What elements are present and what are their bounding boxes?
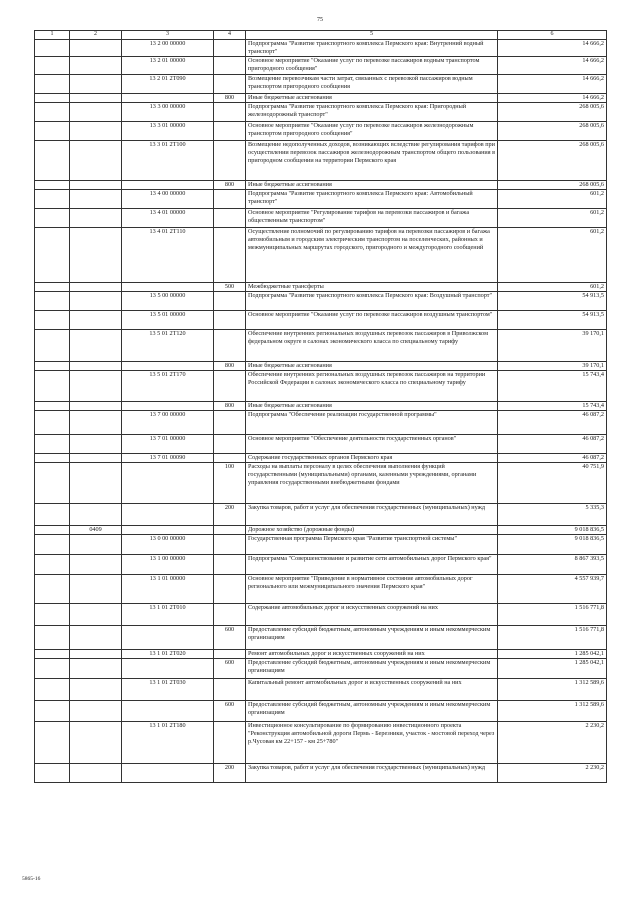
- cell-description: Содержание автомобильных дорог и искусственных сооружений на них: [246, 604, 498, 626]
- cell-expense-type: [214, 526, 246, 535]
- cell-amount: 2 230,2: [498, 764, 607, 783]
- cell-subsection: [70, 181, 122, 190]
- cell-subsection: [70, 626, 122, 650]
- cell-amount: 601,2: [498, 228, 607, 283]
- cell-target-article: 13 4 00 00000: [122, 190, 214, 209]
- cell-section: [35, 679, 70, 701]
- cell-section: [35, 535, 70, 555]
- table-row: [35, 292, 607, 311]
- cell-description: Предоставление субсидий бюджетным, автономным учреждениям и иным некоммерческим организациям: [246, 659, 498, 679]
- cell-amount: 54 913,5: [498, 311, 607, 330]
- cell-expense-type: [214, 604, 246, 626]
- cell-expense-type: [214, 371, 246, 402]
- cell-subsection: [70, 575, 122, 604]
- cell-subsection: [70, 103, 122, 122]
- table-row: [35, 659, 607, 679]
- cell-section: [35, 181, 70, 190]
- cell-subsection: [70, 604, 122, 626]
- cell-subsection: [70, 722, 122, 764]
- cell-target-article: 13 4 01 00000: [122, 209, 214, 228]
- cell-section: [35, 402, 70, 411]
- cell-section: [35, 463, 70, 504]
- table-row: [35, 504, 607, 526]
- cell-amount: 268 005,6: [498, 122, 607, 141]
- cell-amount: 9 018 836,5: [498, 535, 607, 555]
- cell-amount: 4 557 939,7: [498, 575, 607, 604]
- table-row: [35, 283, 607, 292]
- table-row: [35, 94, 607, 103]
- cell-expense-type: [214, 330, 246, 362]
- header-col-2: 2: [70, 31, 122, 40]
- cell-description: Основное мероприятие "Обеспечение деятельности государственных органов": [246, 435, 498, 454]
- cell-section: [35, 228, 70, 283]
- table-row: [35, 526, 607, 535]
- cell-section: [35, 626, 70, 650]
- cell-section: [35, 311, 70, 330]
- cell-description: Иные бюджетные ассигнования: [246, 181, 498, 190]
- cell-section: [35, 764, 70, 783]
- cell-description: Дорожное хозяйство (дорожные фонды): [246, 526, 498, 535]
- cell-target-article: 13 1 01 00000: [122, 575, 214, 604]
- cell-amount: 46 087,2: [498, 411, 607, 435]
- cell-expense-type: 600: [214, 659, 246, 679]
- cell-expense-type: [214, 40, 246, 57]
- cell-section: [35, 292, 70, 311]
- cell-target-article: [122, 764, 214, 783]
- cell-target-article: 13 1 01 2Т020: [122, 650, 214, 659]
- cell-expense-type: [214, 311, 246, 330]
- cell-subsection: [70, 94, 122, 103]
- cell-subsection: [70, 504, 122, 526]
- cell-expense-type: 800: [214, 94, 246, 103]
- cell-description: Закупка товаров, работ и услуг для обеспечения государственных (муниципальных) нужд: [246, 504, 498, 526]
- cell-amount: 14 666,2: [498, 57, 607, 75]
- cell-description: Основное мероприятие "Регулирование тарифов на перевозки пассажиров и багажа общественным транспортом": [246, 209, 498, 228]
- header-col-6: 6: [498, 31, 607, 40]
- cell-target-article: [122, 504, 214, 526]
- cell-target-article: 13 4 01 2Т110: [122, 228, 214, 283]
- cell-amount: 5 335,3: [498, 504, 607, 526]
- cell-target-article: 13 7 00 00000: [122, 411, 214, 435]
- cell-section: [35, 659, 70, 679]
- cell-subsection: [70, 659, 122, 679]
- cell-section: [35, 94, 70, 103]
- cell-subsection: [70, 283, 122, 292]
- cell-amount: 268 005,6: [498, 181, 607, 190]
- cell-target-article: 13 1 00 00000: [122, 555, 214, 575]
- cell-description: Основное мероприятие "Оказание услуг по перевозке пассажиров железнодорожным транспортом пригородного сообщения": [246, 122, 498, 141]
- cell-amount: 2 230,2: [498, 722, 607, 764]
- cell-section: [35, 435, 70, 454]
- cell-target-article: 13 5 01 2Т170: [122, 371, 214, 402]
- cell-description: Возмещение недополученных доходов, возникающих вследствие регулирования тарифов при осуществлении перевозок пассажиров железнодорожным транспортом общего пользования в пригородном сообщении на территории Пермского края: [246, 141, 498, 181]
- cell-subsection: [70, 701, 122, 722]
- cell-amount: 1 312 589,6: [498, 701, 607, 722]
- cell-expense-type: [214, 190, 246, 209]
- cell-expense-type: [214, 435, 246, 454]
- cell-description: Основное мероприятие "Оказание услуг по перевозке пассажиров воздушным транспортом": [246, 311, 498, 330]
- cell-expense-type: 500: [214, 283, 246, 292]
- cell-target-article: [122, 362, 214, 371]
- table-row: [35, 626, 607, 650]
- cell-subsection: [70, 679, 122, 701]
- cell-description: Подпрограмма "Развитие транспортного комплекса Пермского края: Внутренний водный транспорт": [246, 40, 498, 57]
- cell-expense-type: [214, 292, 246, 311]
- table-row: [35, 122, 607, 141]
- cell-section: [35, 722, 70, 764]
- table-row: [35, 764, 607, 783]
- table-row: [35, 411, 607, 435]
- cell-expense-type: [214, 122, 246, 141]
- cell-section: [35, 122, 70, 141]
- cell-target-article: 13 2 01 00000: [122, 57, 214, 75]
- cell-subsection: [70, 209, 122, 228]
- cell-expense-type: 600: [214, 626, 246, 650]
- cell-expense-type: [214, 679, 246, 701]
- cell-section: [35, 454, 70, 463]
- cell-subsection: [70, 311, 122, 330]
- cell-description: Подпрограмма "Развитие транспортного комплекса Пермского края: Воздушный транспорт": [246, 292, 498, 311]
- cell-expense-type: [214, 411, 246, 435]
- cell-description: Основное мероприятие "Оказание услуг по перевозке пассажиров водным транспортом пригородного сообщения": [246, 57, 498, 75]
- cell-section: [35, 604, 70, 626]
- cell-section: [35, 526, 70, 535]
- cell-expense-type: 200: [214, 764, 246, 783]
- cell-subsection: [70, 141, 122, 181]
- cell-amount: 601,2: [498, 190, 607, 209]
- table-row: [35, 722, 607, 764]
- cell-subsection: [70, 190, 122, 209]
- cell-target-article: [122, 701, 214, 722]
- cell-amount: 40 751,9: [498, 463, 607, 504]
- cell-section: [35, 701, 70, 722]
- cell-section: [35, 575, 70, 604]
- cell-target-article: [122, 659, 214, 679]
- table-row: [35, 190, 607, 209]
- cell-description: Осуществление полномочий по регулированию тарифов на перевозки пассажиров и багажа автомобильным и городским электрическим транспортом на поселенческих, районных и межмуниципальных маршрутах городского, пригородного и междугородного сообщений: [246, 228, 498, 283]
- cell-amount: 14 666,2: [498, 75, 607, 94]
- cell-target-article: 13 5 00 00000: [122, 292, 214, 311]
- header-col-1: 1: [35, 31, 70, 40]
- cell-amount: 14 666,2: [498, 40, 607, 57]
- table-row: [35, 454, 607, 463]
- cell-section: [35, 103, 70, 122]
- cell-section: [35, 40, 70, 57]
- cell-subsection: [70, 435, 122, 454]
- table-body: [35, 40, 607, 783]
- cell-expense-type: [214, 535, 246, 555]
- cell-section: [35, 362, 70, 371]
- cell-subsection: [70, 454, 122, 463]
- table-row: [35, 103, 607, 122]
- cell-subsection: [70, 764, 122, 783]
- cell-target-article: 13 2 00 00000: [122, 40, 214, 57]
- cell-section: [35, 555, 70, 575]
- table-row: [35, 141, 607, 181]
- cell-description: Подпрограмма "Обеспечение реализации государственной программы": [246, 411, 498, 435]
- table-row: [35, 75, 607, 94]
- cell-target-article: 13 3 00 00000: [122, 103, 214, 122]
- cell-target-article: [122, 626, 214, 650]
- cell-target-article: [122, 181, 214, 190]
- cell-amount: 15 743,4: [498, 402, 607, 411]
- cell-subsection: [70, 463, 122, 504]
- table-row: [35, 311, 607, 330]
- cell-amount: 601,2: [498, 209, 607, 228]
- cell-amount: 54 913,5: [498, 292, 607, 311]
- table-row: [35, 330, 607, 362]
- cell-description: Подпрограмма "Развитие транспортного комплекса Пермского края: Автомобильный транспорт": [246, 190, 498, 209]
- table-row: [35, 371, 607, 402]
- cell-target-article: 13 7 01 00090: [122, 454, 214, 463]
- cell-target-article: 13 3 01 2Т100: [122, 141, 214, 181]
- cell-section: [35, 141, 70, 181]
- table-row: [35, 679, 607, 701]
- table-row: [35, 402, 607, 411]
- cell-target-article: 13 1 01 2Т180: [122, 722, 214, 764]
- cell-subsection: [70, 40, 122, 57]
- cell-description: Содержание государственных органов Пермского края: [246, 454, 498, 463]
- cell-amount: 601,2: [498, 283, 607, 292]
- cell-expense-type: [214, 555, 246, 575]
- cell-section: [35, 371, 70, 402]
- cell-description: Возмещение перевозчикам части затрат, связанных с перевозкой пассажиров водным транспортом пригородного сообщения: [246, 75, 498, 94]
- cell-description: Межбюджетные трансферты: [246, 283, 498, 292]
- cell-description: Предоставление субсидий бюджетным, автономным учреждениям и иным некоммерческим организациям: [246, 701, 498, 722]
- cell-subsection: [70, 362, 122, 371]
- cell-description: Подпрограмма "Совершенствование и развитие сети автомобильных дорог Пермского края": [246, 555, 498, 575]
- cell-amount: 15 743,4: [498, 371, 607, 402]
- cell-section: [35, 190, 70, 209]
- cell-section: [35, 283, 70, 292]
- cell-subsection: [70, 371, 122, 402]
- table-row: [35, 463, 607, 504]
- cell-target-article: 13 5 01 2Т120: [122, 330, 214, 362]
- cell-expense-type: [214, 228, 246, 283]
- cell-description: Подпрограмма "Развитие транспортного комплекса Пермского края: Пригородный железнодорожный транспорт": [246, 103, 498, 122]
- cell-target-article: [122, 526, 214, 535]
- cell-expense-type: [214, 57, 246, 75]
- cell-expense-type: [214, 209, 246, 228]
- cell-expense-type: 800: [214, 362, 246, 371]
- cell-expense-type: [214, 454, 246, 463]
- header-col-5: 5: [246, 31, 498, 40]
- cell-amount: 1 312 589,6: [498, 679, 607, 701]
- cell-description: Расходы на выплаты персоналу в целях обеспечения выполнения функций государственными (муниципальными) органами, казенными учреждениями, органами управления государственными внебюджетными фондами: [246, 463, 498, 504]
- cell-subsection: 0409: [70, 526, 122, 535]
- table-row: [35, 209, 607, 228]
- cell-subsection: [70, 330, 122, 362]
- cell-section: [35, 411, 70, 435]
- cell-subsection: [70, 292, 122, 311]
- table-row: [35, 228, 607, 283]
- cell-section: [35, 330, 70, 362]
- table-row: [35, 362, 607, 371]
- cell-description: Основное мероприятие "Приведение в нормативное состояние автомобильных дорог регионального или межмуниципального значения Пермского края": [246, 575, 498, 604]
- cell-expense-type: 100: [214, 463, 246, 504]
- table-row: [35, 435, 607, 454]
- cell-description: Иные бюджетные ассигнования: [246, 402, 498, 411]
- cell-subsection: [70, 411, 122, 435]
- cell-section: [35, 209, 70, 228]
- cell-description: Закупка товаров, работ и услуг для обеспечения государственных (муниципальных) нужд: [246, 764, 498, 783]
- cell-subsection: [70, 555, 122, 575]
- table-row: [35, 575, 607, 604]
- cell-amount: 1 285 042,1: [498, 650, 607, 659]
- cell-description: Предоставление субсидий бюджетным, автономным учреждениям и иным некоммерческим организациям: [246, 626, 498, 650]
- cell-description: Инвестиционное консультирование по формированию инвестиционного проекта "Реконструкция автомобильной дороги Пермь - Березники, участок - мостовой переход через р.Чусовая км 22+157 - км 25+780": [246, 722, 498, 764]
- table-row: [35, 535, 607, 555]
- cell-expense-type: [214, 650, 246, 659]
- cell-expense-type: [214, 722, 246, 764]
- cell-amount: 8 867 393,5: [498, 555, 607, 575]
- cell-subsection: [70, 57, 122, 75]
- cell-section: [35, 57, 70, 75]
- cell-subsection: [70, 75, 122, 94]
- cell-expense-type: [214, 141, 246, 181]
- header-col-4: 4: [214, 31, 246, 40]
- cell-subsection: [70, 228, 122, 283]
- table-row: [35, 701, 607, 722]
- cell-expense-type: 800: [214, 402, 246, 411]
- cell-amount: 1 516 771,8: [498, 604, 607, 626]
- cell-amount: 1 285 042,1: [498, 659, 607, 679]
- header-col-3: 3: [122, 31, 214, 40]
- cell-amount: 268 005,6: [498, 103, 607, 122]
- cell-amount: 46 087,2: [498, 435, 607, 454]
- cell-subsection: [70, 402, 122, 411]
- table-row: [35, 57, 607, 75]
- table-row: [35, 181, 607, 190]
- cell-expense-type: [214, 75, 246, 94]
- cell-expense-type: 200: [214, 504, 246, 526]
- cell-expense-type: 600: [214, 701, 246, 722]
- cell-description: Обеспечение внутренних региональных воздушных перевозок пассажиров в Приволжском федеральном округе в салонах экономического класса по специальному тарифу: [246, 330, 498, 362]
- header-row: [35, 31, 607, 40]
- cell-subsection: [70, 122, 122, 141]
- cell-amount: 46 087,2: [498, 454, 607, 463]
- cell-target-article: 13 2 01 2Т090: [122, 75, 214, 94]
- cell-amount: 1 516 771,8: [498, 626, 607, 650]
- cell-subsection: [70, 650, 122, 659]
- page-number: 75: [317, 17, 323, 23]
- cell-target-article: 13 3 01 00000: [122, 122, 214, 141]
- cell-section: [35, 504, 70, 526]
- cell-target-article: [122, 94, 214, 103]
- table-row: [35, 40, 607, 57]
- cell-target-article: 13 0 00 00000: [122, 535, 214, 555]
- cell-target-article: 13 7 01 00000: [122, 435, 214, 454]
- cell-amount: 39 170,1: [498, 362, 607, 371]
- cell-target-article: [122, 463, 214, 504]
- cell-expense-type: [214, 103, 246, 122]
- cell-target-article: 13 1 01 2Т010: [122, 604, 214, 626]
- cell-target-article: [122, 402, 214, 411]
- table-row: [35, 555, 607, 575]
- cell-amount: 39 170,1: [498, 330, 607, 362]
- cell-subsection: [70, 535, 122, 555]
- cell-description: Иные бюджетные ассигнования: [246, 362, 498, 371]
- table-row: [35, 650, 607, 659]
- footer-document-code: 5865-16: [22, 876, 41, 882]
- cell-description: Капитальный ремонт автомобильных дорог и искусственных сооружений на них: [246, 679, 498, 701]
- budget-table: [34, 30, 607, 783]
- cell-section: [35, 75, 70, 94]
- cell-description: Обеспечение внутренних региональных воздушных перевозок пассажиров на территории Российской Федерации в салонах экономического класса по специальному тарифу: [246, 371, 498, 402]
- cell-target-article: [122, 283, 214, 292]
- cell-expense-type: 800: [214, 181, 246, 190]
- cell-description: Иные бюджетные ассигнования: [246, 94, 498, 103]
- cell-amount: 268 005,6: [498, 141, 607, 181]
- table-row: [35, 604, 607, 626]
- cell-amount: 14 666,2: [498, 94, 607, 103]
- cell-amount: 9 018 836,5: [498, 526, 607, 535]
- cell-expense-type: [214, 575, 246, 604]
- cell-description: Ремонт автомобильных дорог и искусственных сооружений на них: [246, 650, 498, 659]
- cell-target-article: 13 1 01 2Т030: [122, 679, 214, 701]
- cell-target-article: 13 5 01 00000: [122, 311, 214, 330]
- cell-section: [35, 650, 70, 659]
- cell-description: Государственная программа Пермского края "Развитие транспортной системы": [246, 535, 498, 555]
